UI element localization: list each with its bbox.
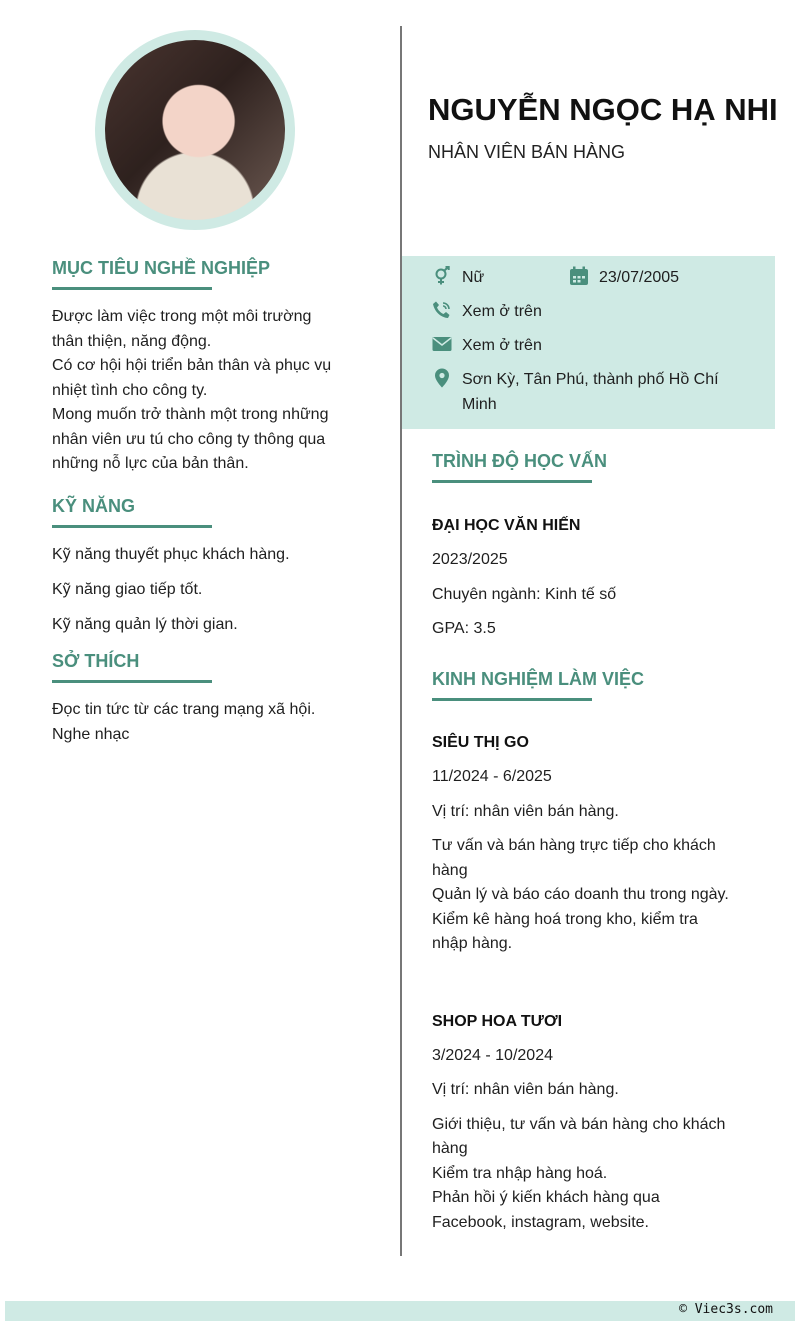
calendar-icon [569,266,589,286]
hobby-line: Đọc tin tức từ các trang mạng xã hội. [52,701,316,718]
candidate-position: NHÂN VIÊN BÁN HÀNG [428,142,626,162]
education-period: 2023/2025 [432,551,508,568]
envelope-icon [432,334,452,354]
job-duty-line: Kiểm kê hàng hoá trong kho, kiểm tra [432,910,698,928]
job-entry [432,734,762,957]
school-name: ĐẠI HỌC VĂN HIẾN [432,517,581,534]
job-company: SHOP HOA TƯƠI [432,1012,563,1030]
education-section [432,451,762,642]
job-duty-line: nhập hàng. [432,935,513,952]
skill-item: Kỹ năng quản lý thời gian. [52,616,238,633]
job-duty-line: Tư vấn và bán hàng trực tiếp cho khách [432,837,716,854]
experience-section [432,669,762,1235]
job-duty-line: hàng [432,1140,468,1157]
location-pin-icon [432,368,452,388]
birthdate-value: 23/07/2005 [599,269,680,286]
job-period: 3/2024 - 10/2024 [432,1046,553,1064]
education-title: TRÌNH ĐỘ HỌC VẤN [432,451,762,481]
job-duty-line: Quản lý và báo cáo doanh thu trong ngày. [432,886,729,903]
skill-item: Kỹ năng giao tiếp tốt. [52,581,203,598]
job-entry [432,1013,762,1236]
email-row [432,334,542,359]
education-gpa: GPA: 3.5 [432,620,496,637]
objective-line: nhiệt tình cho công ty. [52,381,208,399]
objective-line: nhân viên ưu tú cho công ty thông qua [52,430,326,448]
skill-item: Kỹ năng thuyết phục khách hàng. [52,546,290,563]
gender-icon [432,266,452,286]
job-company: SIÊU THỊ GO [432,734,529,751]
job-duty-line: Giới thiệu, tư vấn và bán hàng cho khách [432,1115,726,1133]
job-period: 11/2024 - 6/2025 [432,768,552,785]
hobbies-title: SỞ THÍCH [52,651,357,681]
candidate-name: NGUYỄN NGỌC HẠ NHI [428,92,778,127]
job-duty-line: Kiểm tra nhập hàng hoá. [432,1164,608,1182]
experience-title: KINH NGHIỆM LÀM VIỆC [432,669,762,699]
job-duty-line: Facebook, instagram, website. [432,1213,649,1231]
skills-title: KỸ NĂNG [52,496,357,526]
skills-section [52,496,357,648]
job-role: Vị trí: nhân viên bán hàng. [432,1081,619,1098]
job-role: Vị trí: nhân viên bán hàng. [432,802,619,820]
job-duty-line: Phản hồi ý kiến khách hàng qua [432,1189,660,1206]
objective-line: Có cơ hội hội triển bản thân và phục vụ [52,357,332,374]
phone-row [432,300,542,325]
email-value: Xem ở trên [462,337,542,354]
objective-section [52,258,357,477]
job-duty-line: hàng [432,861,468,879]
objective-line: Mong muốn trở thành một trong những [52,406,329,423]
footer-watermark: © Viec3s.com [679,1302,773,1317]
avatar-ring [95,30,295,230]
phone-icon [432,300,452,320]
birthdate-row [569,266,679,291]
gender-value: Nữ [462,269,485,286]
hobby-line: Nghe nhạc [52,725,130,743]
objective-line: những nỗ lực của bản thân. [52,455,249,472]
address-row [432,368,719,417]
column-divider [400,26,402,1256]
objective-line: thân thiện, năng động. [52,332,212,350]
footer-bar [5,1301,795,1321]
objective-title: MỤC TIÊU NGHỀ NGHIỆP [52,258,357,288]
objective-line: Được làm việc trong một môi trường [52,308,312,325]
contact-panel [402,256,775,429]
avatar [105,40,285,220]
gender-row [432,266,484,291]
hobbies-section [52,651,357,747]
address-value: Sơn Kỳ, Tân Phú, thành phố Hồ Chí Minh [462,371,719,413]
phone-value: Xem ở trên [462,303,542,320]
education-major: Chuyên ngành: Kinh tế số [432,585,617,603]
